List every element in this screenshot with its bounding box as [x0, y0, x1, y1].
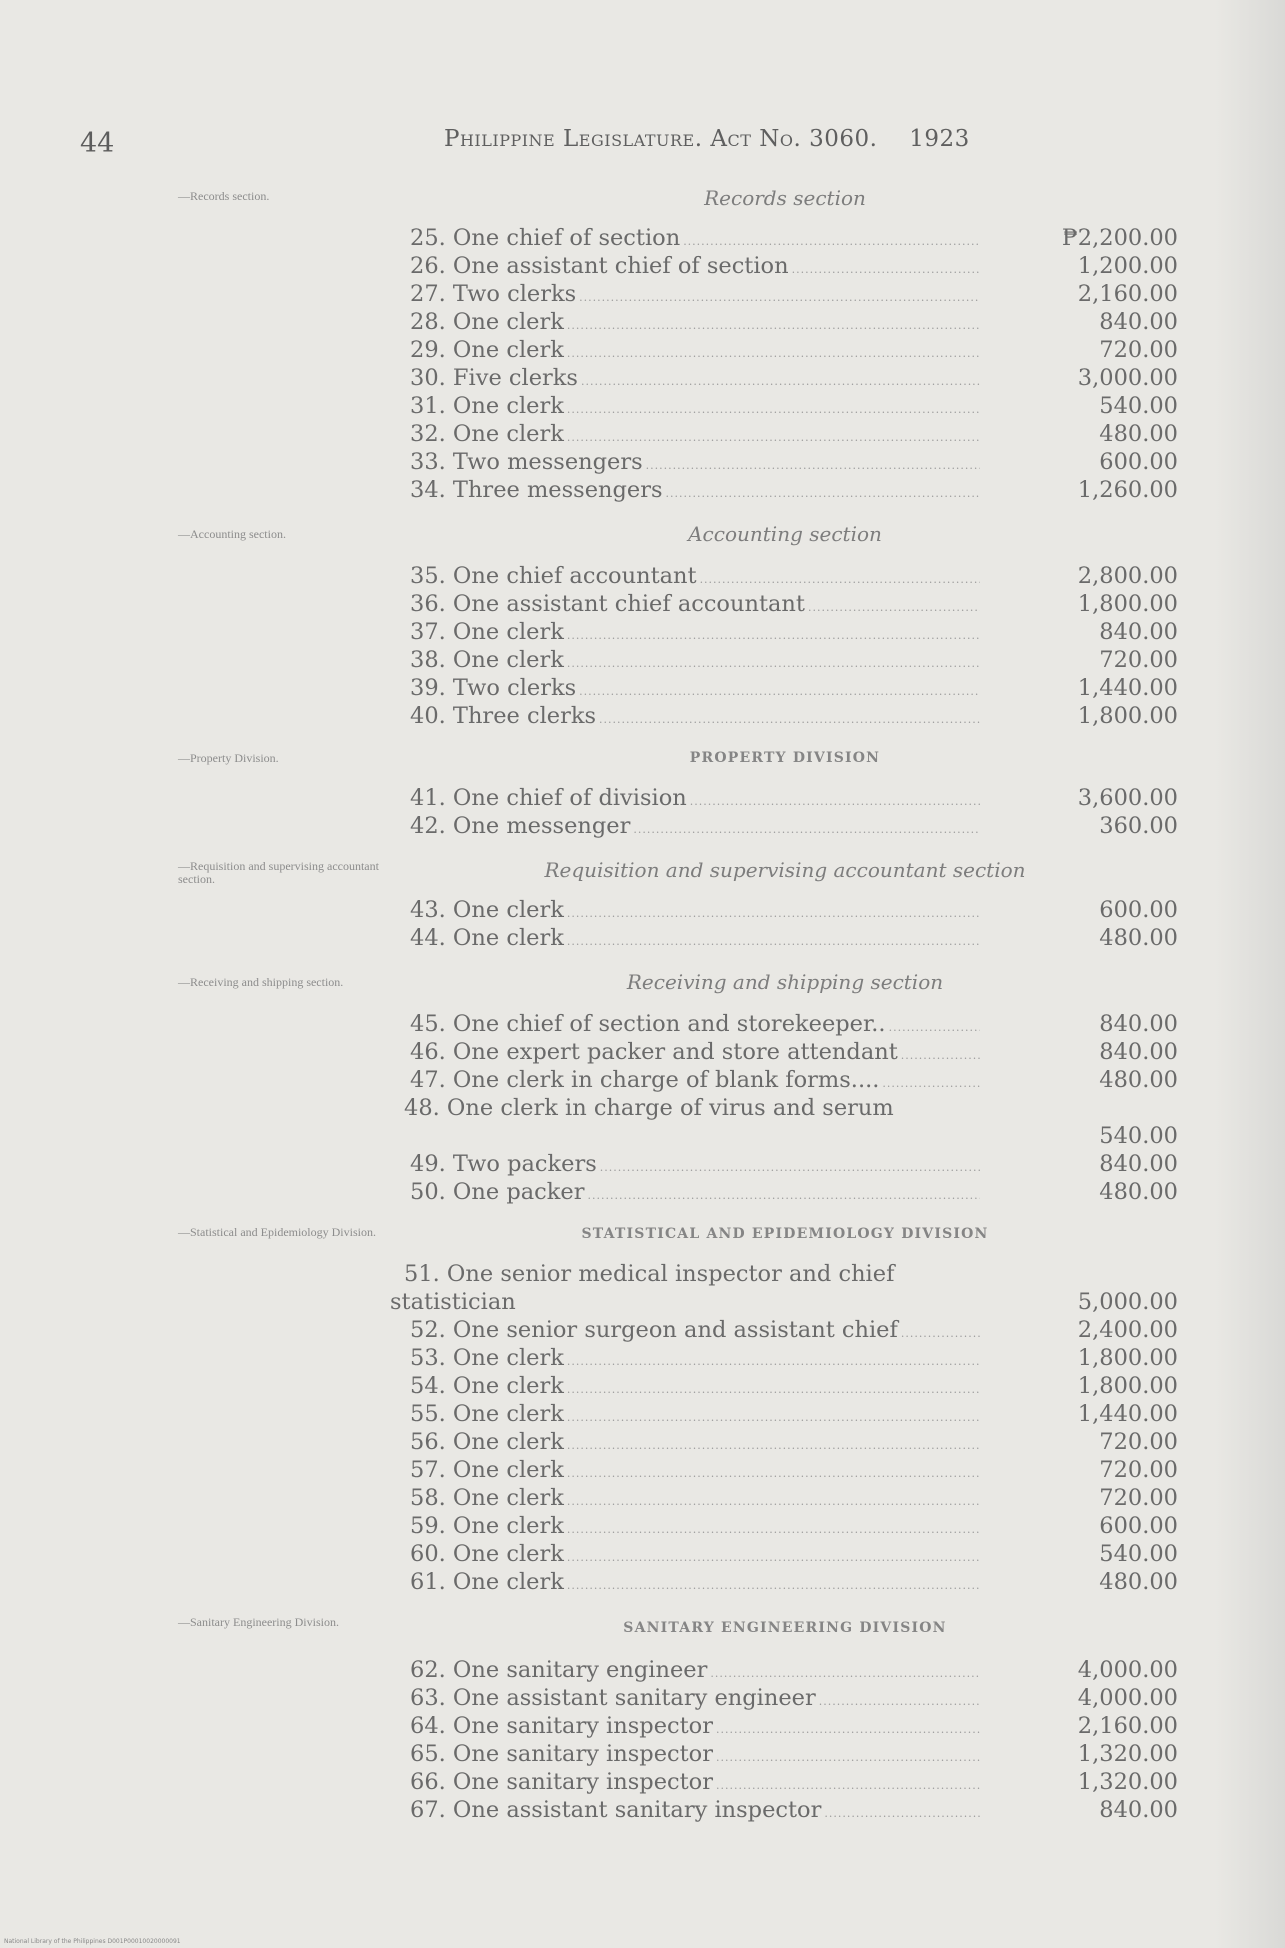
- line-item: [410, 1400, 1178, 1428]
- item-amount: 1,440.00: [1077, 675, 1178, 701]
- line-item: [390, 1260, 1178, 1316]
- section-heading-accounting: Accounting section: [688, 522, 882, 546]
- item-label: 67. One assistant sanitary inspector .....: [410, 1796, 980, 1828]
- item-label: 56. One clerk .....: [410, 1428, 980, 1460]
- line-item: [410, 590, 1178, 618]
- item-amount: 720.00: [1099, 1429, 1178, 1455]
- running-head: [444, 126, 970, 152]
- item-label: 29. One clerk .....: [410, 336, 980, 368]
- item-label: 59. One clerk .....: [410, 1512, 980, 1544]
- line-item: [410, 336, 1178, 364]
- item-label: 36. One assistant chief accountant .....: [410, 590, 980, 622]
- item-label: 64. One sanitary inspector .....: [410, 1712, 980, 1744]
- item-amount: 600.00: [1099, 1513, 1178, 1539]
- item-label: 25. One chief of section .....: [410, 224, 980, 256]
- line-item: [410, 1178, 1178, 1206]
- line-item: [410, 1066, 1178, 1094]
- line-item: [410, 1484, 1178, 1512]
- item-label: 50. One packer .....: [410, 1178, 980, 1210]
- item-label: 54. One clerk .....: [410, 1372, 980, 1404]
- section-heading-statistical: STATISTICAL AND EPIDEMIOLOGY DIVISION: [581, 1226, 989, 1242]
- line-item: [410, 224, 1178, 252]
- line-item: [410, 702, 1178, 730]
- item-label: 45. One chief of section and storekeeper.. .....: [410, 1010, 980, 1042]
- line-item: [410, 646, 1178, 674]
- item-label: 48. One clerk in charge of virus and serum: [404, 1095, 894, 1121]
- item-amount: 2,160.00: [1077, 281, 1178, 307]
- item-label: 28. One clerk .....: [410, 308, 980, 340]
- item-label: 44. One clerk .....: [410, 924, 980, 956]
- line-item: [410, 896, 1178, 924]
- item-amount: 1,440.00: [1077, 1401, 1178, 1427]
- item-label: 62. One sanitary engineer .....: [410, 1656, 980, 1688]
- item-label: 35. One chief accountant .....: [410, 562, 980, 594]
- item-label: 58. One clerk .....: [410, 1484, 980, 1516]
- line-item: [410, 1316, 1178, 1344]
- line-item: [410, 1684, 1178, 1712]
- item-label: 26. One assistant chief of section .....: [410, 252, 980, 284]
- line-item: [410, 476, 1178, 504]
- item-amount: 840.00: [1099, 619, 1178, 645]
- item-amount: 1,800.00: [1077, 1373, 1178, 1399]
- section-heading-receiving: Receiving and shipping section: [626, 970, 944, 994]
- item-amount: 720.00: [1099, 1485, 1178, 1511]
- item-amount: 1,200.00: [1077, 253, 1178, 279]
- item-label: 42. One messenger .....: [410, 812, 980, 844]
- line-item: [410, 308, 1178, 336]
- item-amount: 4,000.00: [1077, 1685, 1178, 1711]
- item-amount: 2,160.00: [1077, 1713, 1178, 1739]
- margin-note-accounting: —Accounting section.: [178, 527, 286, 541]
- item-amount: 1,320.00: [1077, 1769, 1178, 1795]
- item-label: 55. One clerk .....: [410, 1400, 980, 1432]
- running-head-act: Act No. 3060.: [710, 126, 878, 152]
- line-item: [410, 1656, 1178, 1684]
- item-amount: 600.00: [1099, 897, 1178, 923]
- line-item: [410, 1796, 1178, 1824]
- item-amount: 4,000.00: [1077, 1657, 1178, 1683]
- scan-footer-text: National Library of the Philippines D001P00010020000091: [4, 1938, 181, 1945]
- page-edge-shadow: [1215, 0, 1285, 1948]
- item-label: 51. One senior medical inspector and chief statistician: [390, 1261, 895, 1315]
- item-amount: 2,400.00: [1077, 1317, 1178, 1343]
- line-item: [410, 1512, 1178, 1540]
- item-label: 33. Two messengers .....: [410, 448, 980, 480]
- item-label: 46. One expert packer and store attendant .....: [410, 1038, 980, 1070]
- line-item: [410, 562, 1178, 590]
- line-item: [410, 1768, 1178, 1796]
- item-amount: 1,320.00: [1077, 1741, 1178, 1767]
- item-label: 65. One sanitary inspector .....: [410, 1740, 980, 1772]
- line-item: [410, 618, 1178, 646]
- item-amount: 840.00: [1099, 309, 1178, 335]
- line-item: [410, 784, 1178, 812]
- item-amount: 720.00: [1099, 1457, 1178, 1483]
- item-amount: 480.00: [1099, 925, 1178, 951]
- line-item: [410, 420, 1178, 448]
- item-amount: 1,800.00: [1077, 703, 1178, 729]
- line-item: [410, 448, 1178, 476]
- line-item: [410, 924, 1178, 952]
- item-amount: 540.00: [1099, 1123, 1178, 1149]
- item-label: 34. Three messengers .....: [410, 476, 980, 508]
- line-item: [410, 1568, 1178, 1596]
- item-amount: 5,000.00: [1077, 1289, 1178, 1315]
- line-item: [410, 1456, 1178, 1484]
- item-amount: ₱2,200.00: [1061, 225, 1178, 251]
- item-label: 52. One senior surgeon and assistant chief .....: [410, 1316, 980, 1348]
- item-label: 37. One clerk .....: [410, 618, 980, 650]
- item-label: 49. Two packers .....: [410, 1150, 980, 1182]
- line-item: [410, 280, 1178, 308]
- section-heading-requisition: Requisition and supervising accountant section: [544, 858, 1026, 882]
- line-item: [410, 812, 1178, 840]
- item-amount: 1,800.00: [1077, 591, 1178, 617]
- item-label: 57. One clerk .....: [410, 1456, 980, 1488]
- margin-note-requisition: —Requisition and supervising accountant section.: [178, 859, 379, 886]
- line-item: [404, 1094, 1178, 1150]
- line-item: [410, 674, 1178, 702]
- item-label: 60. One clerk .....: [410, 1540, 980, 1572]
- section-heading-records: Records section: [704, 186, 866, 210]
- item-amount: 2,800.00: [1077, 563, 1178, 589]
- item-amount: 840.00: [1099, 1797, 1178, 1823]
- item-amount: 3,000.00: [1077, 365, 1178, 391]
- page-number: 44: [80, 128, 115, 159]
- line-item: [410, 1712, 1178, 1740]
- running-head-title: Philippine Legislature.: [444, 126, 703, 152]
- line-item: [410, 1540, 1178, 1568]
- item-amount: 1,800.00: [1077, 1345, 1178, 1371]
- item-amount: 1,260.00: [1077, 477, 1178, 503]
- item-amount: 360.00: [1099, 813, 1178, 839]
- item-amount: 840.00: [1099, 1011, 1178, 1037]
- item-amount: 540.00: [1099, 393, 1178, 419]
- item-label: 66. One sanitary inspector .....: [410, 1768, 980, 1800]
- margin-note-sanitary: —Sanitary Engineering Division.: [178, 1615, 339, 1629]
- item-label: 53. One clerk .....: [410, 1344, 980, 1376]
- line-item: [410, 1740, 1178, 1768]
- item-label: 63. One assistant sanitary engineer .....: [410, 1684, 980, 1716]
- item-label: 61. One clerk .....: [410, 1568, 980, 1600]
- item-label: 32. One clerk .....: [410, 420, 980, 452]
- running-head-year: 1923: [909, 126, 970, 152]
- line-item: [410, 1344, 1178, 1372]
- line-item: [410, 1038, 1178, 1066]
- line-item: [410, 1428, 1178, 1456]
- item-amount: 480.00: [1099, 1067, 1178, 1093]
- section-heading-sanitary: SANITARY ENGINEERING DIVISION: [623, 1620, 947, 1636]
- item-amount: 720.00: [1099, 337, 1178, 363]
- item-amount: 480.00: [1099, 1179, 1178, 1205]
- item-label: 31. One clerk .....: [410, 392, 980, 424]
- item-amount: 600.00: [1099, 449, 1178, 475]
- item-amount: 720.00: [1099, 647, 1178, 673]
- line-item: [410, 252, 1178, 280]
- line-item: [410, 364, 1178, 392]
- item-label: 30. Five clerks .....: [410, 364, 980, 396]
- item-amount: 540.00: [1099, 1541, 1178, 1567]
- item-label: 39. Two clerks .....: [410, 674, 980, 706]
- line-item: [410, 1010, 1178, 1038]
- item-label: 47. One clerk in charge of blank forms.... .....: [410, 1066, 980, 1098]
- item-amount: 3,600.00: [1077, 785, 1178, 811]
- item-amount: 840.00: [1099, 1039, 1178, 1065]
- item-amount: 480.00: [1099, 1569, 1178, 1595]
- margin-note-property: —Property Division.: [178, 751, 279, 765]
- item-label: 41. One chief of division .....: [410, 784, 980, 816]
- item-label: 38. One clerk .....: [410, 646, 980, 678]
- item-label: 43. One clerk .....: [410, 896, 980, 928]
- section-heading-property: PROPERTY DIVISION: [689, 750, 881, 766]
- line-item: [410, 392, 1178, 420]
- item-label: 40. Three clerks .....: [410, 702, 980, 734]
- line-item: [410, 1150, 1178, 1178]
- item-label: 27. Two clerks .....: [410, 280, 980, 312]
- line-item: [410, 1372, 1178, 1400]
- margin-note-statistical: —Statistical and Epidemiology Division.: [178, 1225, 376, 1239]
- item-amount: 840.00: [1099, 1151, 1178, 1177]
- item-amount: 480.00: [1099, 421, 1178, 447]
- margin-note-records: —Records section.: [178, 189, 270, 203]
- margin-note-receiving: —Receiving and shipping section.: [178, 975, 344, 989]
